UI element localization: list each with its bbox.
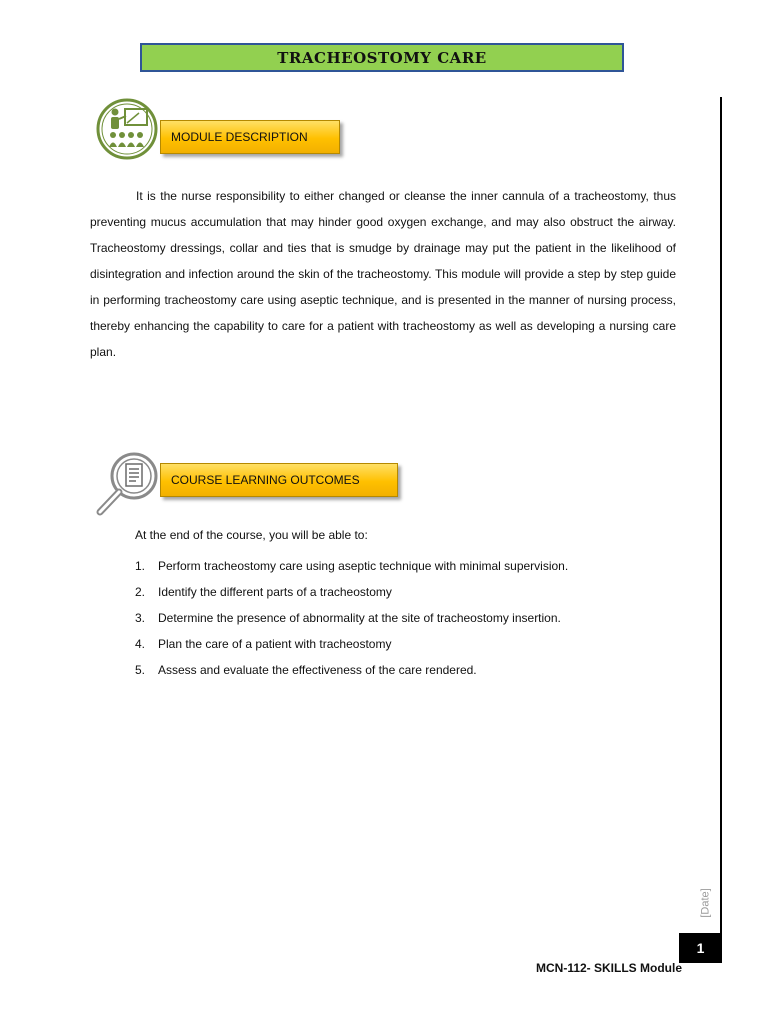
footer-module-name: MCN-112- SKILLS Module [536,961,683,975]
learning-outcomes-intro: At the end of the course, you will be able to: [135,528,368,542]
learning-outcomes-label: COURSE LEARNING OUTCOMES [160,463,398,497]
page-title: TRACHEOSTOMY CARE [277,48,487,67]
magnifier-document-icon [92,450,160,522]
list-item: 3. Determine the presence of abnormality at the site of tracheostomy insertion. [135,611,561,625]
page-title-banner [140,43,624,72]
page-number: 1 [679,933,722,963]
right-margin-rule [720,97,722,933]
list-item: 1. Perform tracheostomy care using aseptic technique with minimal supervision. [135,559,569,573]
learning-outcomes-list [135,553,568,683]
module-description-paragraph: It is the nurse responsibility to either changed or cleanse the inner cannula of a tracheostomy, thus preventing mucus accumulation that may hinder good oxygen exchange, and may also obstruct the airway. Tracheostomy dressings, collar and ties that is smudge by drainage may put the patient in the likelihood of disintegration and infection around the skin of the tracheostomy. This module will provide a step by step guide in performing tracheostomy care using aseptic technique, and is presented in the manner of nursing process, thereby enhancing the capability to care for a patient with tracheostomy as well as developing a nursing care plan. [90,189,676,359]
list-item: 2. Identify the different parts of a tracheostomy [135,585,392,599]
module-description-label: MODULE DESCRIPTION [160,120,340,154]
list-item: 5. Assess and evaluate the effectiveness of the care rendered. [135,663,477,677]
date-placeholder[interactable]: [Date] [700,888,713,918]
teacher-presentation-icon [95,97,159,161]
list-item: 4. Plan the care of a patient with tracheostomy [135,637,392,651]
